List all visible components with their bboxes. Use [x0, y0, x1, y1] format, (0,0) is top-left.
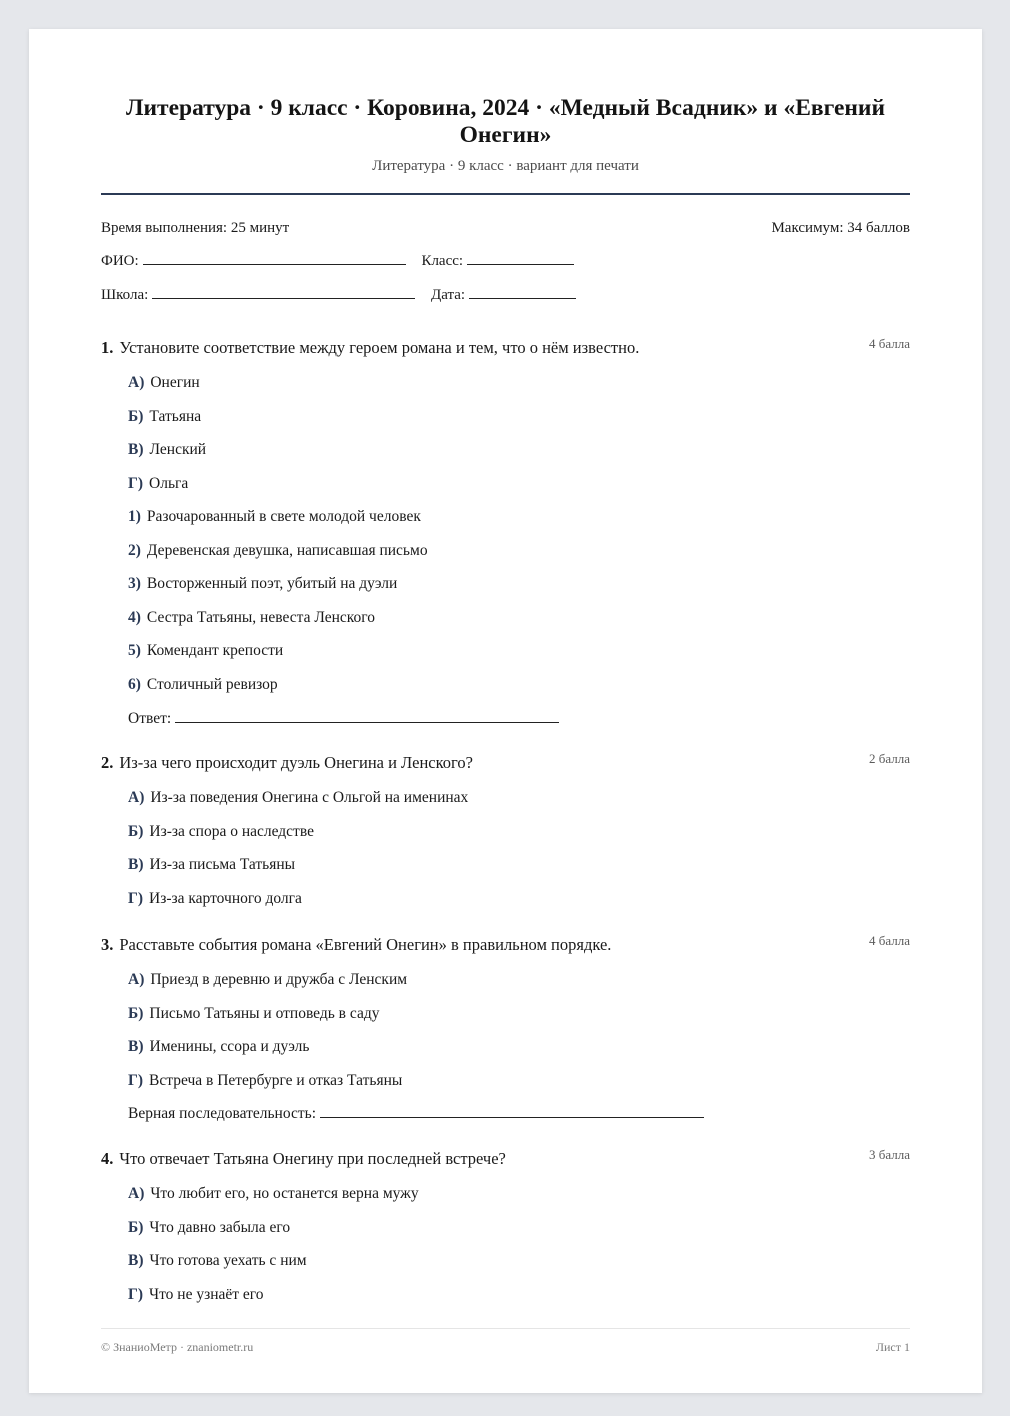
option-text: Что давно забыла его: [149, 1219, 291, 1236]
option-text: Разочарованный в свете молодой человек: [146, 508, 421, 525]
option-label: В): [128, 856, 144, 873]
answer-label: Верная последовательность:: [128, 1105, 317, 1122]
option-g: [128, 890, 302, 908]
question-prompt: Расставьте события романа «Евгений Онегин» в правильном порядке.: [119, 935, 612, 954]
page-subtitle: Литература · 9 класс · вариант для печати: [372, 158, 639, 174]
option-a: [128, 374, 200, 392]
date-label: Дата:: [431, 287, 466, 303]
footer-divider: [101, 1328, 910, 1329]
option-b: [128, 408, 201, 426]
option-label: 1): [128, 508, 141, 525]
school-date-row: [101, 287, 588, 304]
footer-copyright: © ЗнаниоМетр · znaniometr.ru: [101, 1340, 254, 1354]
option-label: Г): [128, 1072, 144, 1089]
option-v: [128, 441, 206, 459]
answer-row: [128, 710, 571, 728]
option-v: [128, 856, 295, 874]
option-text: Из-за карточного долга: [149, 890, 302, 907]
option-text: Из-за спора о наследстве: [149, 823, 314, 840]
fio-label: ФИО:: [101, 253, 139, 269]
option-label: Г): [128, 890, 144, 907]
option-text: Письмо Татьяны и отповедь в саду: [149, 1005, 380, 1022]
option-text: Что готова уехать с ним: [149, 1252, 307, 1269]
question-points: 4 балла: [869, 336, 910, 351]
option-label: Б): [128, 1005, 144, 1022]
option-label: 2): [128, 542, 141, 559]
option-text: Из-за поведения Онегина с Ольгой на именинах: [150, 789, 469, 806]
option-g: [128, 1072, 402, 1090]
option-text: Деревенская девушка, написавшая письмо: [146, 542, 428, 559]
question-number: 4.: [101, 1149, 114, 1168]
time-limit: Время выполнения: 25 минут: [101, 220, 290, 236]
option-5: [128, 642, 283, 660]
question-points: 2 балла: [869, 751, 910, 766]
school-label: Школа:: [101, 287, 149, 303]
answer-blank[interactable]: [175, 721, 559, 723]
option-g: [128, 475, 188, 493]
class-label: Класс:: [421, 253, 464, 269]
option-text: Комендант крепости: [146, 642, 284, 659]
option-label: 3): [128, 575, 141, 592]
question-text: [101, 1149, 506, 1169]
question-prompt: Что отвечает Татьяна Онегину при последней встрече?: [119, 1149, 506, 1168]
option-1: [128, 508, 421, 526]
option-4: [128, 609, 375, 627]
option-2: [128, 542, 428, 560]
option-label: А): [128, 789, 145, 806]
question-points: 3 балла: [869, 1147, 910, 1162]
option-text: Столичный ревизор: [146, 676, 278, 693]
option-b: [128, 823, 314, 841]
question-text: [101, 753, 473, 773]
option-a: [128, 971, 407, 989]
option-label: А): [128, 971, 145, 988]
page-number: Лист 1: [875, 1340, 910, 1354]
answer-blank[interactable]: [320, 1116, 704, 1118]
option-text: Встреча в Петербурге и отказ Татьяны: [149, 1072, 403, 1089]
option-text: Ленский: [149, 441, 207, 458]
option-label: В): [128, 1038, 144, 1055]
question-points: 4 балла: [869, 933, 910, 948]
option-label: Б): [128, 1219, 144, 1236]
option-label: 6): [128, 676, 141, 693]
option-6: [128, 676, 278, 694]
question-prompt: Из-за чего происходит дуэль Онегина и Ленского?: [119, 753, 473, 772]
option-text: Что не узнаёт его: [149, 1286, 264, 1303]
fio-blank[interactable]: [143, 263, 406, 265]
option-a: [128, 1185, 419, 1203]
option-v: [128, 1038, 309, 1056]
option-label: Г): [128, 1286, 144, 1303]
option-text: Татьяна: [149, 408, 202, 425]
option-text: Именины, ссора и дуэль: [149, 1038, 310, 1055]
fio-class-row: [101, 253, 586, 270]
option-text: Ольга: [149, 475, 189, 492]
answer-row: [128, 1105, 716, 1123]
option-label: Б): [128, 408, 144, 425]
option-label: В): [128, 441, 144, 458]
option-v: [128, 1252, 307, 1270]
option-a: [128, 789, 468, 807]
question-number: 1.: [101, 338, 114, 357]
option-label: 5): [128, 642, 141, 659]
option-label: Б): [128, 823, 144, 840]
date-blank[interactable]: [469, 297, 576, 299]
question-text: [101, 935, 611, 955]
class-blank[interactable]: [467, 263, 574, 265]
option-text: Восторженный поэт, убитый на дуэли: [146, 575, 398, 592]
answer-label: Ответ:: [128, 710, 172, 727]
option-text: Сестра Татьяны, невеста Ленского: [146, 609, 375, 626]
header-divider: [101, 193, 910, 195]
school-blank[interactable]: [152, 297, 415, 299]
option-text: Что любит его, но останется верна мужу: [150, 1185, 419, 1202]
option-label: Г): [128, 475, 144, 492]
option-label: В): [128, 1252, 144, 1269]
question-prompt: Установите соответствие между героем романа и тем, что о нём известно.: [119, 338, 640, 357]
option-3: [128, 575, 397, 593]
option-label: А): [128, 1185, 145, 1202]
option-text: Из-за письма Татьяны: [149, 856, 296, 873]
option-label: А): [128, 374, 145, 391]
option-b: [128, 1005, 379, 1023]
worksheet-page: [29, 29, 982, 1393]
option-b: [128, 1219, 290, 1237]
option-g: [128, 1286, 264, 1304]
option-label: 4): [128, 609, 141, 626]
question-number: 3.: [101, 935, 114, 954]
max-score: Максимум: 34 баллов: [771, 220, 910, 236]
option-text: Приезд в деревню и дружба с Ленским: [150, 971, 408, 988]
page-title: Литература · 9 класс · Коровина, 2024 · «Медный Всадник» и «Евгений Онегин»: [125, 95, 886, 148]
question-text: [101, 338, 639, 358]
option-text: Онегин: [150, 374, 200, 391]
question-number: 2.: [101, 753, 114, 772]
page-content: [101, 29, 910, 1393]
